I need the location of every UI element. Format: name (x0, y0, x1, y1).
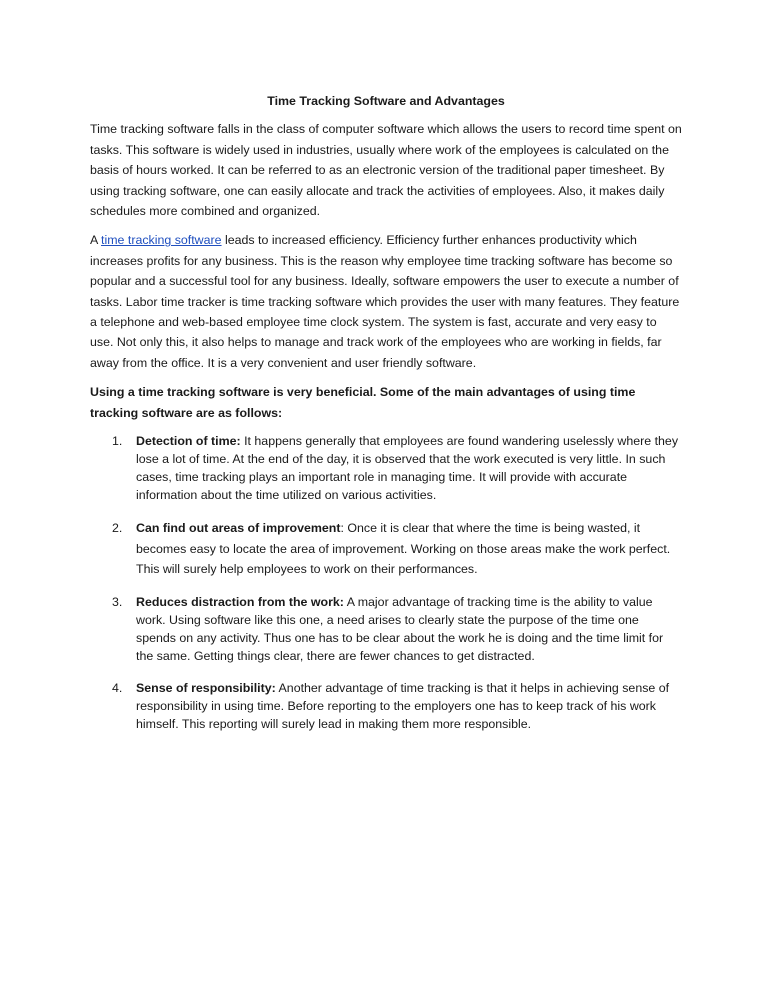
list-item-number: 1. (112, 434, 123, 449)
paragraph-intro: Time tracking software falls in the class of computer software which allows the users to record time spent on tasks. This software is widely used in industries, usually where work of the employees is calculated on the basis of hours worked. It can be referred to as an electronic version of the traditional paper timesheet. By using tracking software, one can easily allocate and track the activities of employees. Also, it makes daily schedules more combined and organized. (90, 122, 682, 219)
list-item-term: Can find out areas of improvement (136, 521, 341, 536)
list-item (90, 593, 682, 665)
list-item-text: A major advantage of tracking time is the ability to value work. Using software like this one, a need arises to clearly state the purpose of the time one spends on any activity. Thus one has to be clear about the work he is doing and the time limit for the same. Getting things clear, there are fewer chances to get distracted. (136, 595, 664, 664)
list-item-text: Another advantage of time tracking is that it helps in achieving sense of responsibility in using time. Before reporting to the employers one has to keep track of his work himself. This reporting will surely lead in making them more responsible. (136, 681, 670, 732)
document-body (90, 91, 682, 747)
paragraph-efficiency-text: leads to increased efficiency. Efficiency further enhances productivity which increases profits for any business. This is the reason why employee time tracking software has become so popular and a successful tool for any business. Ideally, software empowers the user to execute a number of tasks. Labor time tracker is time tracking software which provides the user with many features. They feature a telephone and web-based employee time clock system. The system is fast, accurate and very easy to use. Not only this, it also helps to manage and track work of the employees who are working in fields, far away from the office. It is a very convenient and user friendly software. (90, 233, 680, 370)
list-item-number: 2. (112, 521, 123, 536)
paragraph-efficiency (90, 230, 682, 373)
document-title: Time Tracking Software and Advantages (267, 94, 505, 108)
list-item (90, 679, 682, 733)
list-item-term: Reduces distraction from the work: (136, 595, 344, 610)
advantages-list (90, 432, 682, 733)
paragraph-efficiency-prefix: A (90, 233, 102, 248)
advantages-intro: Using a time tracking software is very beneficial. Some of the main advantages of using time tracking software are as follows: (90, 385, 636, 420)
list-item-number: 4. (112, 681, 123, 696)
time-tracking-software-link[interactable]: time tracking software (101, 233, 222, 248)
list-item-term: Sense of responsibility: (136, 681, 276, 696)
list-item (90, 432, 682, 504)
list-item-text: : Once it is clear that where the time is being wasted, it becomes easy to locate the area of improvement. Working on those areas make the work perfect. This will surely help employees to work on their performances. (136, 521, 671, 576)
list-item-text: It happens generally that employees are found wandering uselessly where they lose a lot of time. At the end of the day, it is observed that the work executed is very little. In such cases, time tracking plays an important role in managing time. It will provide with accurate information about the time utilized on various activities. (136, 434, 679, 503)
list-item (90, 518, 682, 579)
list-item-term: Detection of time: (136, 434, 241, 449)
list-item-number: 3. (112, 595, 123, 610)
